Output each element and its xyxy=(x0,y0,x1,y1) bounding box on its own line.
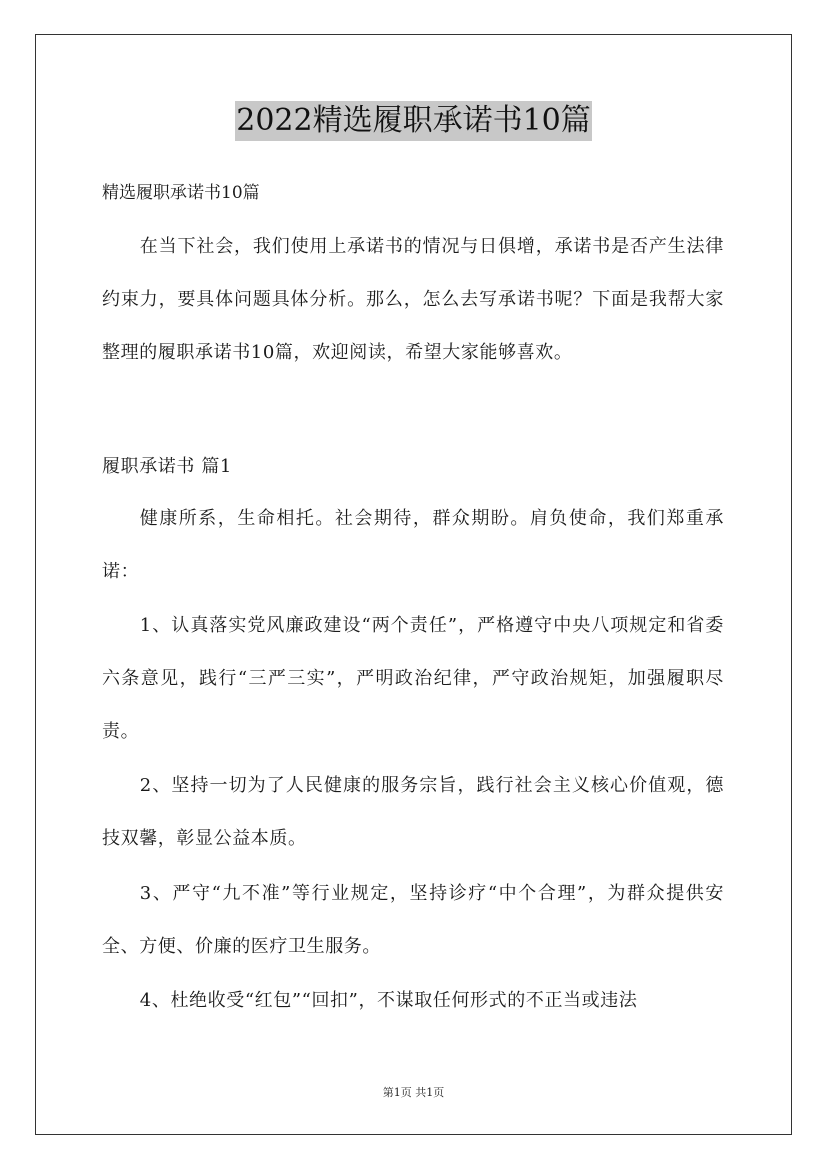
intro-paragraph: 在当下社会，我们使用上承诺书的情况与日俱增，承诺书是否产生法律约束力，要具体问题具体分析。那么，怎么去写承诺书呢？下面是我帮大家整理的履职承诺书10篇，欢迎阅读，希望大家能够喜欢。 xyxy=(102,236,724,363)
paragraph-5: 4、杜绝收受“红包”“回扣”，不谋取任何形式的不正当或违法 xyxy=(139,990,638,1011)
paragraph-3: 2、坚持一切为了人民健康的服务宗旨，践行社会主义核心价值观，德技双馨，彰显公益本质。 xyxy=(102,775,724,849)
document-title: 2022精选履职承诺书10篇 xyxy=(235,101,592,141)
page-footer: 第1页 共1页 xyxy=(382,1086,445,1099)
paragraph-4: 3、严守“九不准”等行业规定，坚持诊疗“中个合理”，为群众提供安全、方便、价廉的医疗卫生服务。 xyxy=(102,883,724,957)
paragraph-2: 1、认真落实党风廉政建设“两个责任”，严格遵守中央八项规定和省委六条意见，践行“三严三实”，严明政治纪律，严守政治规矩，加强履职尽责。 xyxy=(102,615,724,742)
paragraph-1: 健康所系，生命相托。社会期待，群众期盼。肩负使命，我们郑重承诺： xyxy=(102,508,724,582)
document-subtitle: 精选履职承诺书10篇 xyxy=(102,183,260,203)
title-container xyxy=(0,101,827,141)
section-heading: 履职承诺书 篇1 xyxy=(102,456,232,477)
